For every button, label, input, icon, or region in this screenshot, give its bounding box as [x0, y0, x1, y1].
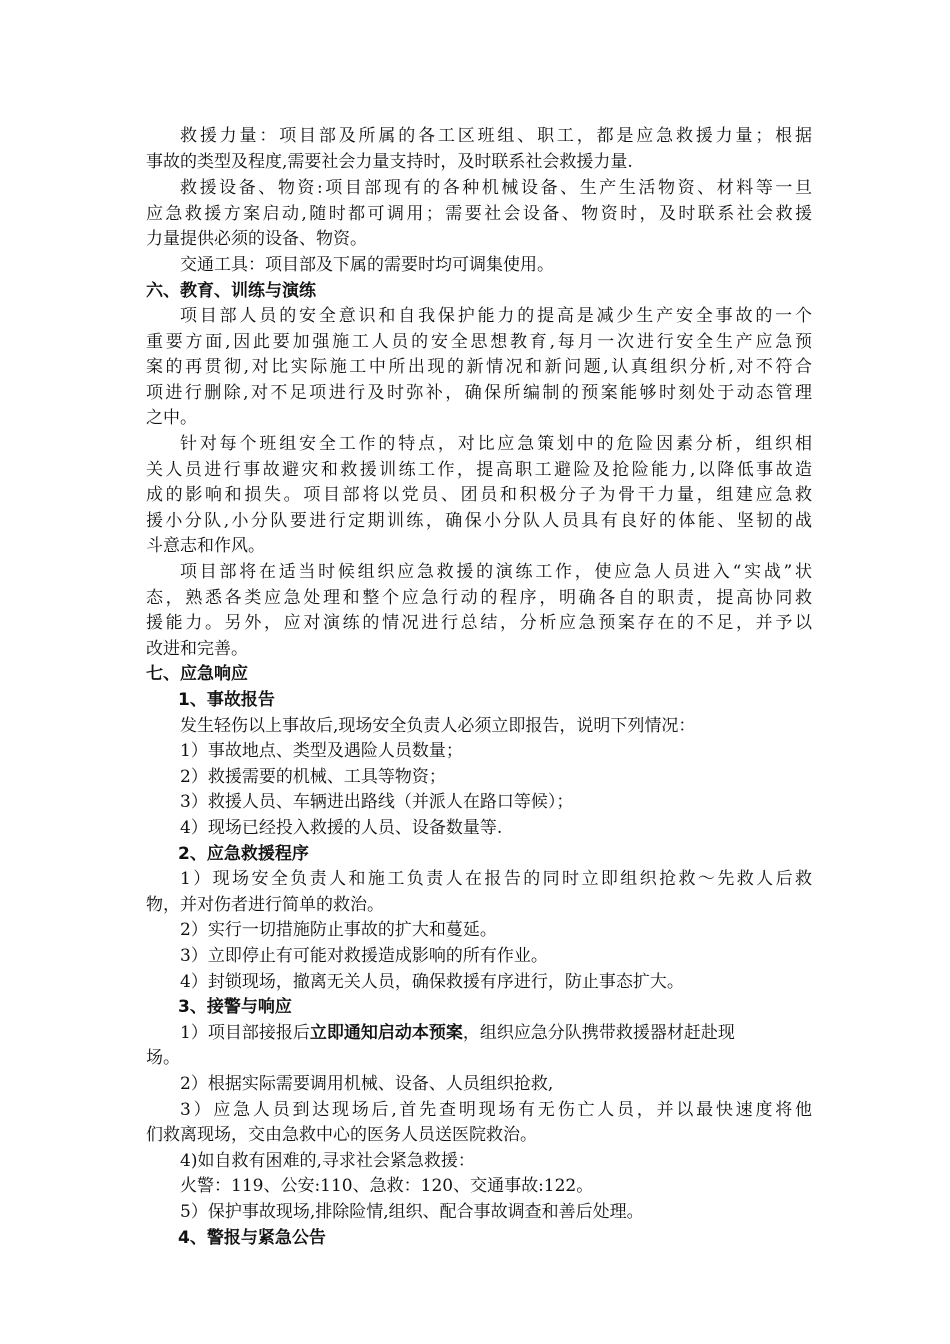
paragraph-line: 救援设备、物资:项目部现有的各种机械设备、生产生活物资、材料等一旦: [180, 178, 812, 198]
paragraph-line: 事故的类型及程度,需要社会力量支持时，及时联系社会救援力量.: [146, 152, 633, 172]
paragraph-line: 交通工具：项目部及下属的需要时均可调集使用。: [180, 255, 554, 275]
list-item-continuation: 物，并对伤者进行简单的救治。: [146, 895, 384, 915]
emphasis-text: 立即通知启动本预案: [309, 1023, 463, 1043]
subsection-heading: 1、事故报告: [178, 690, 275, 710]
paragraph-line: 项进行删除,对不足项进行及时弥补，确保所编制的预案能够时刻处于动态管理: [146, 383, 812, 403]
paragraph-line: 成的影响和损失。项目部将以党员、团员和积极分子为骨干力量，组建应急救: [146, 485, 812, 505]
subsection-heading: 3、接警与响应: [178, 997, 292, 1017]
paragraph-line: 项目部人员的安全意识和自我保护能力的提高是减少生产安全事故的一个: [180, 306, 812, 326]
paragraph-line: 应急救援方案启动,随时都可调用；需要社会设备、物资时，及时联系社会救援: [146, 204, 812, 224]
subsection-heading: 4、警报与紧急公告: [178, 1228, 326, 1248]
paragraph-line: 案的再贯彻,对比实际施工中所出现的新情况和新问题,认真组织分析,对不符合: [146, 357, 812, 377]
paragraph-line: 态，熟悉各类应急处理和整个应急行动的程序，明确各自的职责，提高协同救: [146, 588, 812, 608]
paragraph-line: 发生轻伤以上事故后,现场安全负责人必须立即报告，说明下列情况：: [180, 716, 696, 736]
list-item: 5）保护事故现场,排除险情,组织、配合事故调查和善后处理。: [180, 1202, 644, 1222]
list-item-text: 1）项目部接报后: [180, 1023, 310, 1043]
paragraph-line: 项目部将在适当时候组织应急救援的演练工作，使应急人员进入“实战”状: [180, 562, 812, 582]
paragraph-line: 援能力。另外，应对演练的情况进行总结，分析应急预案存在的不足，并予以: [146, 613, 812, 633]
list-item: 3）应急人员到达现场后,首先查明现场有无伤亡人员，并以最快速度将他: [180, 1100, 812, 1120]
paragraph-line: 针对每个班组安全工作的特点，对比应急策划中的危险因素分析，组织相: [180, 434, 812, 454]
subsection-heading: 2、应急救援程序: [178, 844, 309, 864]
list-item: 4）现场已经投入救援的人员、设备数量等.: [180, 818, 503, 838]
list-item: 4）封锁现场，撤离无关人员，确保救援有序进行，防止事态扩大。: [180, 972, 684, 992]
section-heading: 七、应急响应: [146, 664, 248, 684]
paragraph-line: 重要方面,因此要加强施工人员的安全思想教育,每月一次进行安全生产应急预: [146, 332, 812, 352]
list-item: 1）事故地点、类型及遇险人员数量；: [180, 741, 463, 761]
paragraph-line: 援小分队,小分队要进行定期训练，确保小分队人员具有良好的体能、坚韧的战: [146, 511, 812, 531]
list-item: 2）根据实际需要调用机械、设备、人员组织抢救,: [180, 1074, 554, 1094]
list-item-continuation: 们救离现场，交由急救中心的医务人员送医院救治。: [146, 1125, 537, 1145]
paragraph-line: 力量提供必须的设备、物资。: [146, 229, 367, 249]
list-item-continuation: 场。: [146, 1048, 180, 1068]
list-item: [180, 1021, 812, 1046]
list-item: 3）救援人员、车辆进出路线（并派人在路口等候）；: [180, 792, 574, 812]
list-item-text: ，组织应急分队携带救援器材赶赴现: [462, 1023, 735, 1043]
section-heading: 六、教育、训练与演练: [146, 281, 316, 301]
list-item: 1）现场安全负责人和施工负责人在报告的同时立即组织抢救～先救人后救: [180, 869, 812, 889]
list-item: 2）实行一切措施防止事故的扩大和蔓延。: [180, 920, 497, 940]
paragraph-line: 救援力量：项目部及所属的各工区班组、职工，都是应急救援力量；根据: [180, 126, 812, 146]
paragraph-line: 改进和完善。: [146, 639, 248, 659]
paragraph-line: 关人员进行事故避灾和救援训练工作，提高职工避险及抢险能力,以降低事故造: [146, 460, 812, 480]
paragraph-line: 斗意志和作风。: [146, 536, 265, 556]
list-item: 2）救援需要的机械、工具等物资；: [180, 767, 446, 787]
list-item: 3）立即停止有可能对救援造成影响的所有作业。: [180, 946, 548, 966]
paragraph-line: 之中。: [146, 408, 197, 428]
list-item: 4)如自救有困难的,寻求社会紧急救援：: [180, 1151, 475, 1171]
emergency-numbers: 火警：119、公安:110、急救：120、交通事故:122。: [180, 1176, 594, 1196]
